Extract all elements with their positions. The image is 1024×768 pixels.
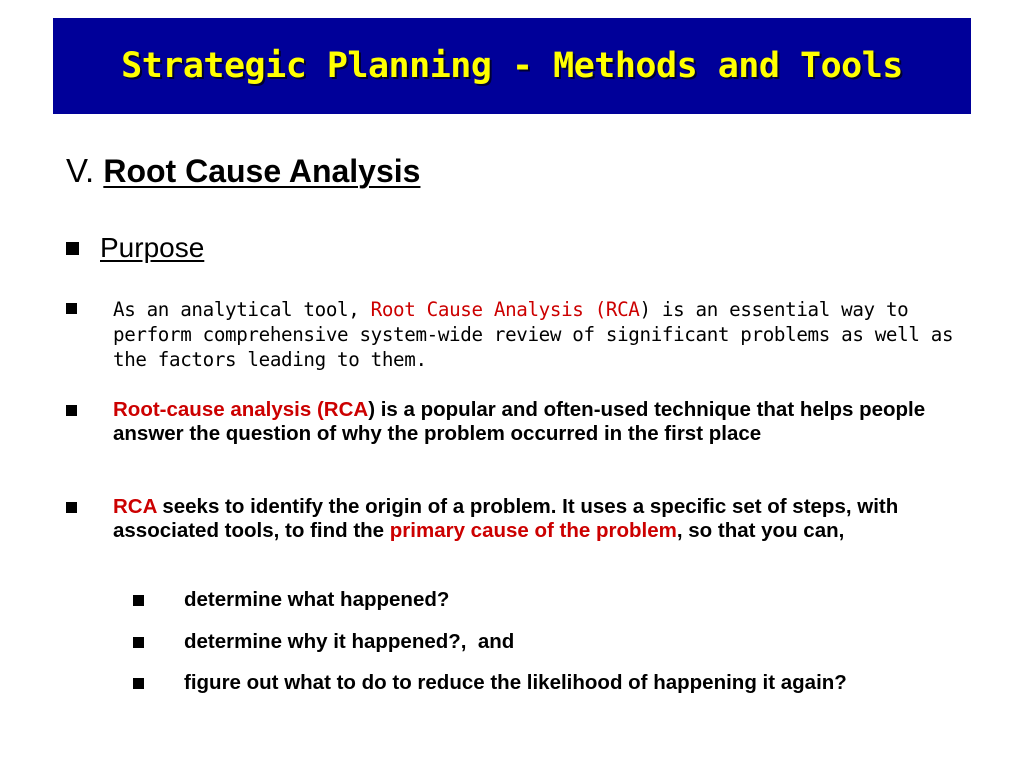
purpose-subheading xyxy=(66,232,204,264)
square-bullet-icon xyxy=(66,502,77,513)
square-bullet-icon xyxy=(66,242,79,255)
square-bullet-icon xyxy=(66,303,77,314)
square-bullet-icon xyxy=(133,637,144,648)
bullet-text xyxy=(113,297,973,372)
section-numeral: V. xyxy=(66,152,95,189)
sub-bullet-text: determine what happened? xyxy=(184,588,450,611)
title-banner xyxy=(53,18,971,114)
sub-bullet-text: figure out what to do to reduce the likelihood of happening it again? xyxy=(184,671,847,694)
square-bullet-icon xyxy=(133,678,144,689)
slide-title: Strategic Planning - Methods and Tools xyxy=(121,46,903,86)
bullet-highlight-text: Root Cause Analysis (RCA xyxy=(370,298,640,321)
section-heading xyxy=(66,152,420,190)
bullet-highlight-text: RCA xyxy=(113,495,157,518)
bullet-text-segment: seeks to identify the origin of a problem. It uses a specific set of steps, with associated tools, to find the xyxy=(113,495,899,542)
square-bullet-icon xyxy=(66,405,77,416)
bullet-highlight-text: Root-cause analysis (RCA xyxy=(113,398,369,421)
section-heading-text: Root Cause Analysis xyxy=(103,153,421,189)
bullet-text-segment: ) is a popular and often-used technique that helps people answer the question of why the problem occurred in the first place xyxy=(113,398,926,445)
bullet-text xyxy=(113,398,973,446)
sub-bullet-text: determine why it happened?, and xyxy=(184,630,515,653)
bullet-text-segment: As an analytical tool, xyxy=(113,298,371,321)
bullet-text-segment: , so that you can, xyxy=(676,519,845,542)
bullet-highlight-text: primary cause of the problem xyxy=(389,519,677,542)
purpose-label: Purpose xyxy=(100,232,205,263)
bullet-text xyxy=(113,495,973,543)
square-bullet-icon xyxy=(133,595,144,606)
bullet-text-segment: . xyxy=(415,348,427,371)
bullet-text-segment: ) is an essential way to perform comprehensive system-wide review of significant problems as well as the factors leading to them xyxy=(113,298,954,371)
